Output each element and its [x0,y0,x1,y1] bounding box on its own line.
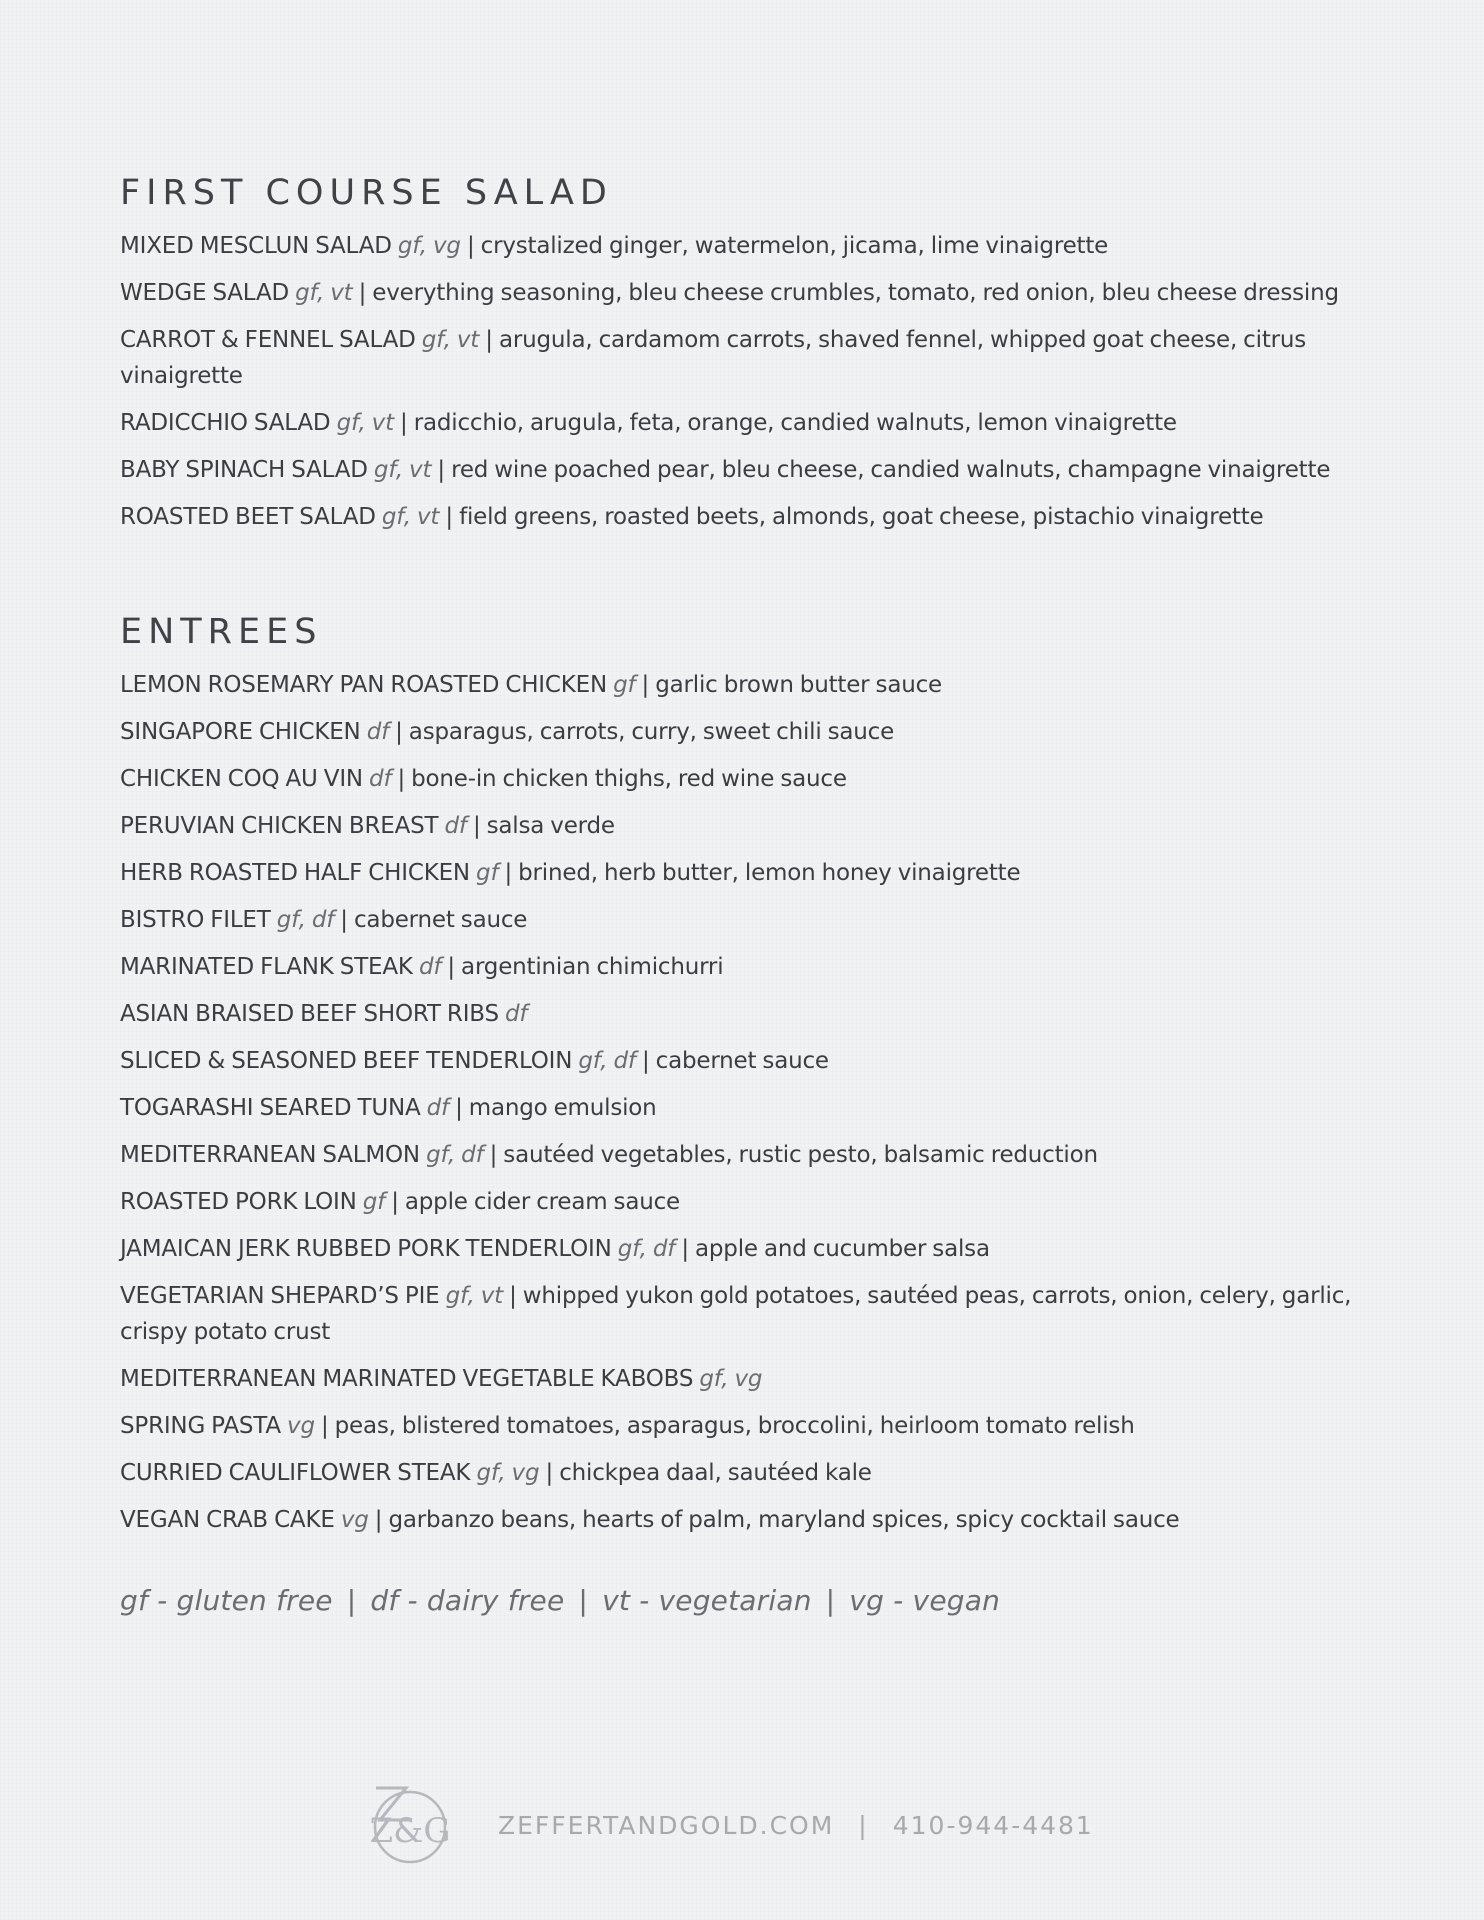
item-separator: | [397,766,406,792]
item-diet: gf, vt [445,1283,503,1309]
legend-separator: | [346,1584,357,1617]
item-name: ASIAN BRAISED BEEF SHORT RIBS [120,1001,499,1027]
item-separator: | [504,860,513,886]
item-diet: gf, df [426,1142,484,1168]
item-description: red wine poached pear, bleu cheese, candied walnuts, champagne vinaigrette [451,457,1331,483]
item-separator: | [374,1507,383,1533]
item-name: LEMON ROSEMARY PAN ROASTED CHICKEN [120,672,607,698]
section-title: ENTREES [120,612,323,652]
item-description: everything seasoning, bleu cheese crumbles, tomato, red onion, bleu cheese dressing [372,280,1339,306]
section-entrees [120,607,1370,1538]
item-name: ROASTED BEET SALAD [120,504,376,530]
item-diet: gf, vt [336,410,394,436]
item-name: CHICKEN COQ AU VIN [120,766,363,792]
item-separator: | [509,1283,517,1309]
menu-item [120,1043,1370,1079]
item-name: SINGAPORE CHICKEN [120,719,361,745]
item-diet: gf, vt [381,504,440,530]
menu-item [120,1278,1370,1350]
item-name: MEDITERRANEAN MARINATED VEGETABLE KABOBS [120,1366,694,1392]
item-name: BISTRO FILET [120,907,271,933]
item-separator: | [395,719,403,745]
item-diet: gf, df [276,907,335,933]
item-separator: | [340,907,348,933]
item-separator: | [489,1142,498,1168]
item-name: BABY SPINACH SALAD [120,457,368,483]
item-diet: gf, vt [295,280,353,306]
item-description: chickpea daal, sautéed kale [559,1460,872,1486]
item-diet: gf [362,1189,386,1215]
menu-item [120,499,1370,535]
logo-text: Z&G [369,1811,451,1851]
menu-item [120,228,1370,264]
item-separator: | [641,672,650,698]
item-diet: df [426,1095,449,1121]
item-description: peas, blistered tomatoes, asparagus, broccolini, heirloom tomato relish [334,1413,1135,1439]
item-diet: df [444,813,467,839]
menu-page [120,168,1370,1617]
item-diet: gf, df [617,1236,676,1262]
item-separator: | [485,327,493,353]
entree-list [120,667,1370,1538]
footer [366,1780,1094,1870]
item-name: MARINATED FLANK STEAK [120,954,413,980]
footer-contact [498,1811,1094,1840]
item-diet: gf [613,672,636,698]
menu-item [120,452,1370,488]
item-separator: | [681,1236,689,1262]
item-separator: | [320,1413,329,1439]
item-diet: vg [340,1507,369,1533]
section-first-course-salad [120,168,1370,535]
salad-list [120,228,1370,535]
menu-item [120,949,1370,985]
item-description: cabernet sauce [353,907,528,933]
legend-separator: | [578,1584,589,1617]
menu-item [120,855,1370,891]
item-diet: df [504,1001,528,1027]
menu-item [120,902,1370,938]
item-description: radicchio, arugula, feta, orange, candied walnuts, lemon vinaigrette [413,410,1177,436]
item-name: SPRING PASTA [120,1413,281,1439]
item-name: ROASTED PORK LOIN [120,1189,357,1215]
item-name: WEDGE SALAD [120,280,289,306]
item-diet: gf, df [578,1048,636,1074]
menu-item [120,996,1370,1032]
item-description: apple cider cream sauce [404,1189,680,1215]
menu-item [120,1137,1370,1173]
legend-vt: vt - vegetarian [602,1584,812,1617]
item-name: CARROT & FENNEL SALAD [120,327,416,353]
section-title: FIRST COURSE SALAD [120,173,613,213]
item-separator: | [466,233,475,259]
item-separator: | [445,504,453,530]
item-separator: | [447,954,455,980]
item-name: HERB ROASTED HALF CHICKEN [120,860,470,886]
legend-separator: | [825,1584,836,1617]
menu-item [120,1231,1370,1267]
item-separator: | [455,1095,463,1121]
item-name: RADICCHIO SALAD [120,410,331,436]
item-separator: | [400,410,408,436]
item-name: JAMAICAN JERK RUBBED PORK TENDERLOIN [120,1236,612,1262]
item-separator: | [641,1048,650,1074]
item-diet: gf, vt [373,457,432,483]
item-name: MEDITERRANEAN SALMON [120,1142,420,1168]
item-name: TOGARASHI SEARED TUNA [120,1095,421,1121]
item-description: asparagus, carrots, curry, sweet chili sauce [408,719,895,745]
menu-item [120,761,1370,797]
item-name: CURRIED CAULIFLOWER STEAK [120,1460,471,1486]
item-separator: | [437,457,445,483]
website-link[interactable]: ZEFFERTANDGOLD.COM [498,1810,835,1840]
item-diet: gf, vg [699,1366,763,1392]
menu-item [120,275,1370,311]
item-name: VEGAN CRAB CAKE [120,1507,335,1533]
menu-item [120,1090,1370,1126]
menu-item [120,714,1370,750]
item-diet: df [366,719,389,745]
item-description: field greens, roasted beets, almonds, goat cheese, pistachio vinaigrette [459,504,1264,530]
item-description: sautéed vegetables, rustic pesto, balsamic reduction [503,1142,1098,1168]
menu-item [120,405,1370,441]
item-description: crystalized ginger, watermelon, jicama, lime vinaigrette [480,233,1109,259]
menu-item [120,1361,1370,1397]
legend-gf: gf - gluten free [120,1584,333,1617]
menu-item [120,1184,1370,1220]
item-diet: gf, vg [476,1460,540,1486]
menu-item [120,1455,1370,1491]
item-description: garlic brown butter sauce [655,672,942,698]
item-description: garbanzo beans, hearts of palm, maryland spices, spicy cocktail sauce [388,1507,1180,1533]
item-separator: | [391,1189,399,1215]
item-description: apple and cucumber salsa [695,1236,990,1262]
item-diet: gf, vt [421,327,480,353]
item-separator: | [358,280,367,306]
item-diet: df [369,766,392,792]
legend-vg: vg - vegan [849,1584,1001,1617]
menu-item [120,808,1370,844]
item-name: PERUVIAN CHICKEN BREAST [120,813,439,839]
item-description: cabernet sauce [655,1048,829,1074]
item-name: MIXED MESCLUN SALAD [120,233,392,259]
item-diet: gf, vg [397,233,461,259]
item-description: argentinian chimichurri [461,954,724,980]
menu-item [120,667,1370,703]
menu-item [120,322,1370,394]
menu-item [120,1502,1370,1538]
legend-df: df - dairy free [370,1584,565,1617]
item-description: mango emulsion [468,1095,657,1121]
item-description: bone-in chicken thighs, red wine sauce [411,766,847,792]
dietary-legend [120,1584,1370,1617]
item-diet: gf [476,860,499,886]
item-description: arugula, cardamom carrots, shaved fennel, whipped goat cheese, citrus vinaigrette [120,327,1307,389]
item-diet: vg [287,1413,315,1439]
z-and-g-monogram-icon [366,1780,452,1870]
phone-number[interactable]: 410-944-4481 [892,1810,1094,1840]
item-diet: df [418,954,442,980]
item-separator: | [472,813,481,839]
item-description: salsa verde [486,813,615,839]
item-description: brined, herb butter, lemon honey vinaigrette [518,860,1021,886]
menu-item [120,1408,1370,1444]
item-name: VEGETARIAN SHEPARD’S PIE [120,1283,440,1309]
item-name: SLICED & SEASONED BEEF TENDERLOIN [120,1048,573,1074]
item-separator: | [545,1460,554,1486]
footer-separator: | [858,1810,869,1840]
item-description: whipped yukon gold potatoes, sautéed peas, carrots, onion, celery, garlic, crispy potato crust [120,1283,1352,1345]
